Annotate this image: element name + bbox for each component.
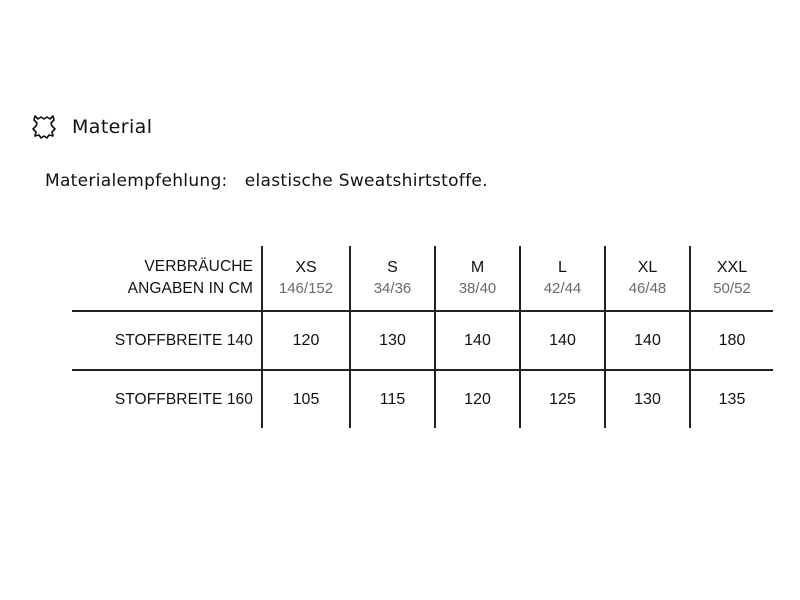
table-cell: 130 <box>350 311 435 370</box>
size-name: XL <box>637 259 658 276</box>
size-range: 34/36 <box>373 280 412 297</box>
table-row <box>72 370 773 428</box>
table-header-row <box>72 246 773 311</box>
size-name: XS <box>295 259 317 276</box>
recommendation-label: Materialempfehlung: <box>45 171 228 191</box>
table-cell: 140 <box>520 311 605 370</box>
table-row <box>72 311 773 370</box>
recommendation-text: elastische Sweatshirtstoffe. <box>244 171 488 191</box>
size-name: M <box>470 259 485 276</box>
consumption-table <box>72 246 773 428</box>
table-cell: 180 <box>690 311 773 370</box>
size-name: XXL <box>716 259 748 276</box>
size-range: 42/44 <box>543 280 582 297</box>
table-cell: 135 <box>690 370 773 428</box>
table-cell: 140 <box>605 311 690 370</box>
header-label-line2: ANGABEN IN CM <box>127 280 253 297</box>
section-header <box>30 110 152 144</box>
table-cell: 120 <box>435 370 520 428</box>
size-range: 146/152 <box>278 280 334 297</box>
size-header-xxl <box>690 246 773 311</box>
size-range: 38/40 <box>458 280 497 297</box>
leather-hide-icon <box>30 113 58 141</box>
header-label-line1: VERBRÄUCHE <box>144 258 253 275</box>
size-range: 46/48 <box>628 280 667 297</box>
size-header-s <box>350 246 435 311</box>
row-label: STOFFBREITE 140 <box>72 311 262 370</box>
size-header-m <box>435 246 520 311</box>
size-header-l <box>520 246 605 311</box>
size-range: 50/52 <box>713 280 751 297</box>
size-header-xl <box>605 246 690 311</box>
size-header-xs <box>262 246 350 311</box>
material-recommendation <box>45 171 488 191</box>
size-name: L <box>558 259 567 276</box>
table-cell: 130 <box>605 370 690 428</box>
table-cell: 105 <box>262 370 350 428</box>
section-title: Material <box>72 116 153 138</box>
table-cell: 125 <box>520 370 605 428</box>
table-cell: 115 <box>350 370 435 428</box>
row-label: STOFFBREITE 160 <box>72 370 262 428</box>
size-name: S <box>387 259 398 276</box>
header-label-cell <box>72 246 262 311</box>
table-cell: 140 <box>435 311 520 370</box>
table-cell: 120 <box>262 311 350 370</box>
